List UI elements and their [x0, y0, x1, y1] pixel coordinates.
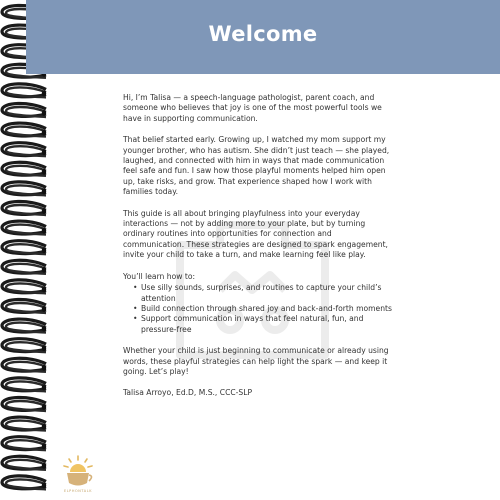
spiral-coil [2, 123, 46, 137]
spiral-coil [2, 417, 46, 431]
list-item: • Use silly sounds, surprises, and routines to capture your child’s attention [133, 283, 395, 304]
paragraph-guide: This guide is all about bringing playfulness into your everyday interactions — not by adding more to your plate, but by turning ordinary routines into opportunities for connection and communication. These strategies are designed to spark engagement, invite your child to take a turn, and make learning feel like play. [123, 208, 388, 260]
spiral-coil [2, 358, 46, 372]
learn-list [123, 283, 395, 335]
letter-body [123, 93, 395, 410]
page-title: Welcome [208, 22, 318, 46]
spiral-coil [2, 437, 46, 451]
spiral-coil [2, 378, 46, 392]
spiral-binding [0, 0, 50, 500]
spiral-coil [2, 143, 46, 157]
spiral-coil [2, 84, 46, 98]
spiral-coil [2, 103, 46, 117]
spiral-coil [2, 182, 46, 196]
spiral-coil [2, 476, 46, 490]
spiral-coil [2, 299, 46, 313]
spiral-coil [2, 241, 46, 255]
spiral-coil [2, 221, 46, 235]
spiral-coil [2, 339, 46, 353]
spiral-coil [2, 319, 46, 333]
spiral-coil [2, 456, 46, 470]
spiral-coil [2, 260, 46, 274]
signature: Talisa Arroyo, Ed.D, M.S., CCC-SLP [123, 388, 253, 398]
list-item: • Build connection through shared joy and back-and-forth moments [133, 304, 395, 314]
paragraph-closing: Whether your child is just beginning to communicate or already using words, these playful strategies can help light the spark — and keep it going. Let’s play! [123, 346, 389, 376]
paragraph-intro: Hi, I’m Talisa — a speech-language pathologist, parent coach, and someone who believes that joy is one of the most powerful tools we have in supporting communication. [123, 93, 382, 123]
learn-intro: You’ll learn how to: [123, 271, 196, 281]
spiral-coil [2, 397, 46, 411]
logo-wordmark: ELPHONTALK [63, 489, 93, 493]
paragraph-background: That belief started early. Growing up, I watched my mom support my younger brother, who has autism. She didn’t just teach — she played, laughed, and connected with him in ways that made communication feel safe and fun. I saw how those playful moments helped him open up, take risks, and grow. That experience shaped how I work with families today. [123, 135, 390, 197]
list-item: • Support communication in ways that feel natural, fun, and pressure-free [133, 314, 395, 335]
spiral-coil [2, 280, 46, 294]
spiral-coil [2, 162, 46, 176]
spiral-coil [2, 201, 46, 215]
